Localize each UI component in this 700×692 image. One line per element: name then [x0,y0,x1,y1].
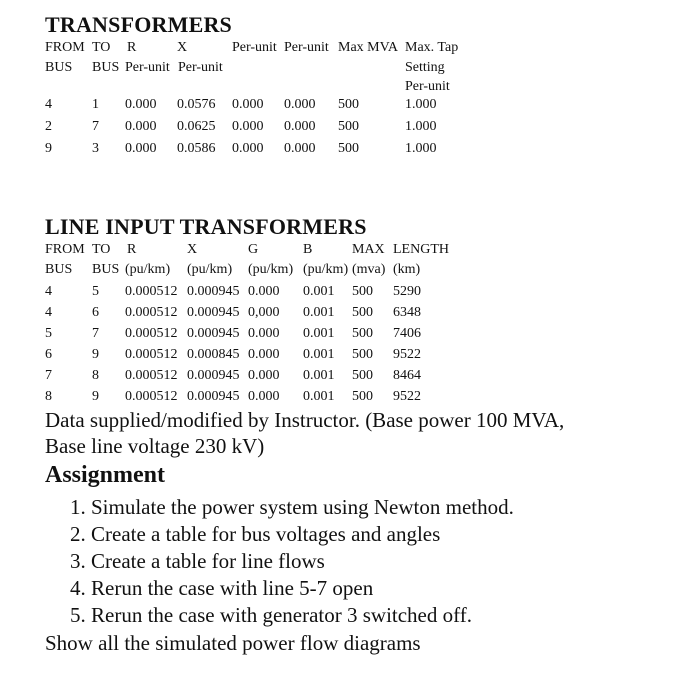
cell-r: 0.000512 [125,326,178,341]
table-row [0,119,700,139]
cell-tap: 1.000 [405,97,437,112]
header-per-unit-a: Per-unit [232,40,277,55]
assignment-footer: Show all the simulated power flow diagrams [45,631,421,655]
header-b-unit: (pu/km) [303,262,349,277]
cell-x: 0.0576 [177,97,216,112]
cell-b: 0.001 [303,284,335,299]
cell-mva: 500 [338,97,359,112]
header-r-unit: Per-unit [125,60,170,75]
header-x: X [177,40,188,55]
cell-x: 0.000945 [187,284,240,299]
cell-from: 4 [45,284,52,299]
header-tap-per-unit: Per-unit [405,79,450,94]
cell-from: 8 [45,389,52,404]
cell-g: 0.000 [248,368,280,383]
cell-x: 0.000945 [187,389,240,404]
cell-from: 2 [45,119,52,134]
cell-from: 7 [45,368,52,383]
header-setting: Setting [405,60,445,75]
cell-r: 0.000512 [125,305,178,320]
cell-from: 6 [45,347,52,362]
cell-length: 6348 [393,305,421,320]
cell-r: 0.000512 [125,368,178,383]
header-to: TO [92,40,111,55]
cell-from: 4 [45,97,52,112]
cell-max: 500 [352,368,373,383]
header-g-unit: (pu/km) [248,262,294,277]
table-row [0,347,700,367]
header-bus-to: BUS [92,60,120,75]
cell-max: 500 [352,326,373,341]
header-max: MAX [352,242,385,257]
cell-b: 0.000 [284,119,316,134]
cell-b: 0.000 [284,97,316,112]
cell-to: 7 [92,119,99,134]
list-item: 5. Rerun the case with generator 3 switched off. [70,603,472,627]
header-x-unit: Per-unit [178,60,223,75]
cell-tap: 1.000 [405,119,437,134]
cell-g: 0.000 [232,119,264,134]
cell-length: 8464 [393,368,421,383]
cell-x: 0.000945 [187,368,240,383]
cell-to: 1 [92,97,99,112]
header-max-tap: Max. Tap [405,40,459,55]
header-length: LENGTH [393,242,449,257]
table-row [0,368,700,388]
cell-length: 5290 [393,284,421,299]
note-line-1: Data supplied/modified by Instructor. (Base power 100 MVA, [45,408,565,432]
cell-g: 0.000 [248,347,280,362]
header-g: G [248,242,259,257]
assignment-title: Assignment [45,462,166,488]
header-bus-to: BUS [92,262,120,277]
list-item: 1. Simulate the power system using Newton method. [70,495,514,519]
cell-to: 8 [92,368,99,383]
cell-g: 0.000 [248,326,280,341]
cell-b: 0.001 [303,368,335,383]
cell-to: 7 [92,326,99,341]
cell-x: 0.000945 [187,305,240,320]
cell-x: 0.000945 [187,326,240,341]
header-x-unit: (pu/km) [187,262,233,277]
cell-to: 5 [92,284,99,299]
cell-from: 4 [45,305,52,320]
header-r: R [127,40,137,55]
cell-max: 500 [352,284,373,299]
cell-max: 500 [352,389,373,404]
table-row [0,284,700,304]
cell-max: 500 [352,347,373,362]
cell-b: 0.001 [303,326,335,341]
lines-title: LINE INPUT TRANSFORMERS [45,214,367,239]
header-mva-unit: (mva) [352,262,386,277]
cell-length: 7406 [393,326,421,341]
cell-b: 0.000 [284,141,316,156]
header-bus-from: BUS [45,262,73,277]
header-to: TO [92,242,111,257]
table-row [0,326,700,346]
transformers-title: TRANSFORMERS [45,12,232,37]
header-b: B [303,242,313,257]
table-row [0,141,700,161]
cell-from: 9 [45,141,52,156]
cell-r: 0.000 [125,97,157,112]
cell-to: 6 [92,305,99,320]
cell-g: 0,000 [248,305,280,320]
table-row [0,305,700,325]
list-item: 3. Create a table for line flows [70,549,325,573]
header-km-unit: (km) [393,262,421,277]
cell-r: 0.000 [125,119,157,134]
note-line-2: Base line voltage 230 kV) [45,434,265,458]
cell-x: 0.000845 [187,347,240,362]
header-from: FROM [45,242,85,257]
header-bus-from: BUS [45,60,73,75]
cell-g: 0.000 [248,389,280,404]
cell-max: 500 [352,305,373,320]
cell-mva: 500 [338,119,359,134]
cell-g: 0.000 [248,284,280,299]
cell-tap: 1.000 [405,141,437,156]
cell-x: 0.0586 [177,141,216,156]
cell-length: 9522 [393,389,421,404]
cell-b: 0.001 [303,305,335,320]
table-row [0,389,700,409]
cell-to: 9 [92,389,99,404]
list-item: 2. Create a table for bus voltages and angles [70,522,441,546]
cell-b: 0.001 [303,389,335,404]
header-x: X [187,242,198,257]
cell-length: 9522 [393,347,421,362]
cell-g: 0.000 [232,97,264,112]
cell-x: 0.0625 [177,119,216,134]
list-item: 4. Rerun the case with line 5-7 open [70,576,374,600]
cell-r: 0.000512 [125,389,178,404]
header-max-mva: Max MVA [338,40,399,55]
cell-from: 5 [45,326,52,341]
cell-r: 0.000512 [125,347,178,362]
cell-to: 3 [92,141,99,156]
cell-to: 9 [92,347,99,362]
cell-g: 0.000 [232,141,264,156]
header-r: R [127,242,137,257]
cell-b: 0.001 [303,347,335,362]
cell-mva: 500 [338,141,359,156]
header-per-unit-b: Per-unit [284,40,329,55]
cell-r: 0.000 [125,141,157,156]
header-from: FROM [45,40,85,55]
cell-r: 0.000512 [125,284,178,299]
header-r-unit: (pu/km) [125,262,171,277]
table-row [0,97,700,117]
